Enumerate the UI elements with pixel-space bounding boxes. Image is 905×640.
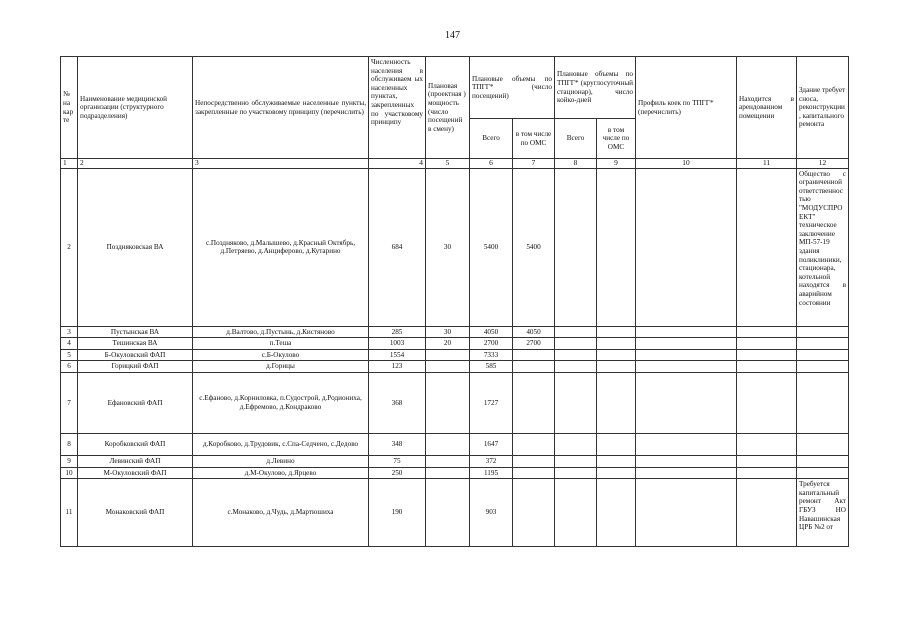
- row-number: 8: [61, 433, 78, 455]
- row-number: 3: [61, 326, 78, 338]
- visits-total: 7333: [470, 349, 513, 361]
- col-number: 2: [78, 159, 193, 169]
- bed-profile: [636, 168, 737, 326]
- visits-total: 5400: [470, 168, 513, 326]
- capacity: 30: [426, 326, 470, 338]
- settlements: с.Монаково, д.Чудь, д.Мартюшиха: [193, 479, 369, 547]
- table-row: [61, 372, 849, 433]
- visits-total: 4050: [470, 326, 513, 338]
- settlements: с.Б-Окулово: [193, 349, 369, 361]
- table-row: [61, 349, 849, 361]
- settlements: с.Поздняково, д.Малышево, д.Красный Октябрь, д.Петряево, д.Анциферово, д.Кутарино: [193, 168, 369, 326]
- visits-total: 903: [470, 479, 513, 547]
- col-number: 11: [737, 159, 797, 169]
- visits-total: 1647: [470, 433, 513, 455]
- organization-name: Монаковский ФАП: [78, 479, 193, 547]
- table-row: [61, 433, 849, 455]
- header-capacity: Плановая (проектная ) мощность (число посещений в смену): [426, 57, 470, 159]
- row-number: 2: [61, 168, 78, 326]
- header-rented: Находится в арендованном помещении: [737, 57, 797, 159]
- organization-name: Поздняковская ВА: [78, 168, 193, 326]
- settlements: д.Левино: [193, 455, 369, 467]
- col-number: 4: [369, 159, 426, 169]
- organization-name: Горицкий ФАП: [78, 361, 193, 373]
- col-number: 8: [555, 159, 597, 169]
- col-number: 7: [513, 159, 555, 169]
- header-visits-plan: Плановые объемы по ТПГГ* (число посещений): [470, 57, 555, 119]
- population: 684: [369, 168, 426, 326]
- organization-name: Левинский ФАП: [78, 455, 193, 467]
- capacity: 20: [426, 338, 470, 350]
- organization-name: Тешинская ВА: [78, 338, 193, 350]
- visits-oms: [513, 467, 555, 479]
- capacity: [426, 479, 470, 547]
- capacity: [426, 361, 470, 373]
- population: 123: [369, 361, 426, 373]
- repair-note: Требуется капитальный ремонт Акт ГБУЗ НО Навашинская ЦРБ №2 от: [797, 479, 849, 547]
- capacity: 30: [426, 168, 470, 326]
- visits-oms: [513, 372, 555, 433]
- visits-oms: [513, 349, 555, 361]
- organization-name: Коробковский ФАП: [78, 433, 193, 455]
- col-number: 6: [470, 159, 513, 169]
- rented: [737, 168, 797, 326]
- row-number: 10: [61, 467, 78, 479]
- organization-name: Б-Окуловский ФАП: [78, 349, 193, 361]
- facilities-table: [60, 56, 849, 547]
- row-number: 6: [61, 361, 78, 373]
- header-beds-total: Всего: [555, 119, 597, 159]
- population: 348: [369, 433, 426, 455]
- header-bed-profile: Профиль коек по ТПГГ* (перечислить): [636, 57, 737, 159]
- table-body: [61, 168, 849, 547]
- repair-note: Общество с ограниченной ответственнос тью "МОДУСПРО ЕКТ" техническое заключение МП-57-19 здания поликлиники, стационара, котельной находятся в аварийном состоянии: [797, 168, 849, 326]
- col-number: 1: [61, 159, 78, 169]
- row-number: 4: [61, 338, 78, 350]
- visits-total: 1727: [470, 372, 513, 433]
- visits-oms: 4050: [513, 326, 555, 338]
- row-number: 5: [61, 349, 78, 361]
- organization-name: Ефановский ФАП: [78, 372, 193, 433]
- visits-oms: [513, 433, 555, 455]
- visits-oms: [513, 455, 555, 467]
- capacity: [426, 433, 470, 455]
- beds-total: [555, 168, 597, 326]
- visits-total: 585: [470, 361, 513, 373]
- settlements: д.М-Окулово, д.Ярцево: [193, 467, 369, 479]
- population: 190: [369, 479, 426, 547]
- header-number: № на кар те: [61, 57, 78, 159]
- col-number: 12: [797, 159, 849, 169]
- settlements: д.Валтово, д.Пустынь, д.Кистяново: [193, 326, 369, 338]
- table-row: [61, 168, 849, 326]
- capacity: [426, 372, 470, 433]
- visits-oms: 5400: [513, 168, 555, 326]
- population: 75: [369, 455, 426, 467]
- header-settlements: Непосредственно обслуживаемые населенные пункты, закрепленные по участковому принципу (перечислить): [193, 57, 369, 159]
- settlements: с.Ефаново, д.Корниловка, п.Судострой, д.Родиониха, д.Ефремово, д.Кондраково: [193, 372, 369, 433]
- visits-oms: [513, 479, 555, 547]
- settlements: д.Коробково, д.Трудовик, с.Спа-Седчено, с.Дедово: [193, 433, 369, 455]
- header-organization: Наименование медицинской организации (структурного подразделения): [78, 57, 193, 159]
- beds-oms: [597, 168, 636, 326]
- population: 368: [369, 372, 426, 433]
- col-number: 10: [636, 159, 737, 169]
- visits-total: 372: [470, 455, 513, 467]
- table-row: [61, 326, 849, 338]
- header-population: Численность населения в обслуживаем ых населенных пунктах, закрепленных по участковому принципу: [369, 57, 426, 159]
- header-beds-oms: в том числе по ОМС: [597, 119, 636, 159]
- population: 1003: [369, 338, 426, 350]
- table-row: [61, 455, 849, 467]
- table-row: [61, 361, 849, 373]
- visits-oms: [513, 361, 555, 373]
- visits-total: 2700: [470, 338, 513, 350]
- visits-total: 1195: [470, 467, 513, 479]
- page-number: 147: [445, 30, 460, 41]
- organization-name: Пустынская ВА: [78, 326, 193, 338]
- capacity: [426, 455, 470, 467]
- table-row: [61, 467, 849, 479]
- capacity: [426, 349, 470, 361]
- header-visits-total: Всего: [470, 119, 513, 159]
- settlements: п.Теша: [193, 338, 369, 350]
- row-number: 11: [61, 479, 78, 547]
- row-number: 7: [61, 372, 78, 433]
- col-number: 5: [426, 159, 470, 169]
- visits-oms: 2700: [513, 338, 555, 350]
- header-bed-days-plan: Плановые объемы по ТПГГ* (круглосуточный стационар), число койко-дней: [555, 57, 636, 119]
- header-visits-oms: в том числе по ОМС: [513, 119, 555, 159]
- population: 1554: [369, 349, 426, 361]
- population: 285: [369, 326, 426, 338]
- capacity: [426, 467, 470, 479]
- col-number: 3: [193, 159, 369, 169]
- column-numbers-row: [61, 159, 849, 169]
- population: 250: [369, 467, 426, 479]
- table-row: [61, 479, 849, 547]
- organization-name: М-Окуловский ФАП: [78, 467, 193, 479]
- row-number: 9: [61, 455, 78, 467]
- header-repair: Здание требует сноса, реконструкции , капитального ремонта: [797, 57, 849, 159]
- col-number: 9: [597, 159, 636, 169]
- settlements: д.Горицы: [193, 361, 369, 373]
- table-row: [61, 338, 849, 350]
- table-header: [61, 57, 849, 169]
